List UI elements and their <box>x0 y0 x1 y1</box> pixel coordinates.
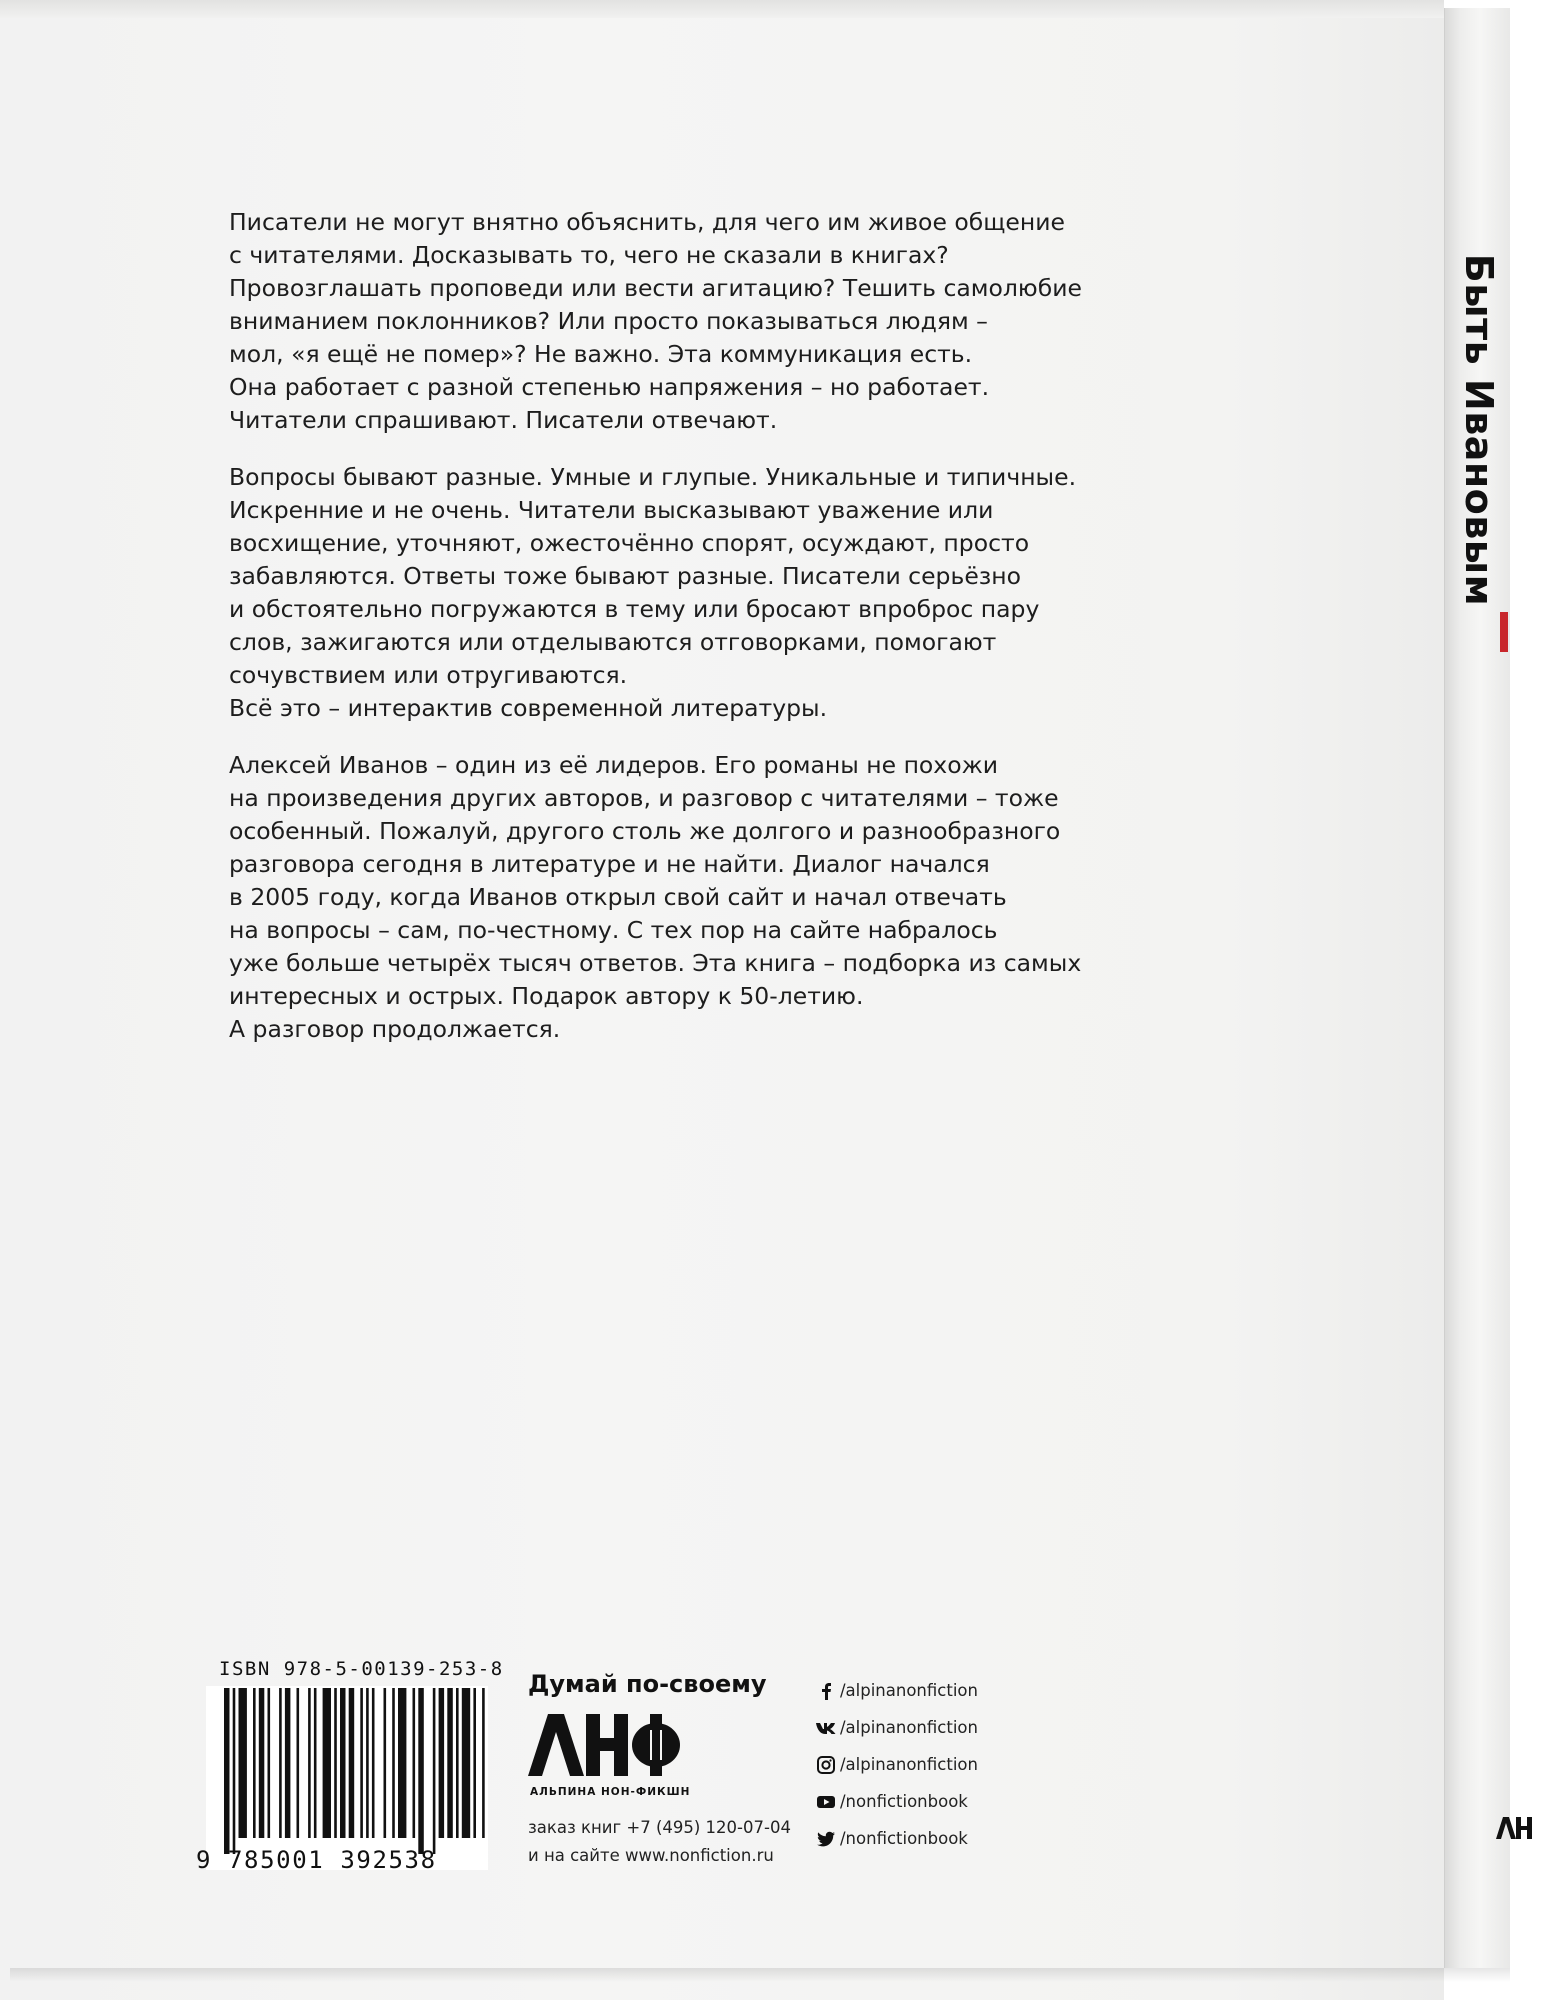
barcode-bar <box>259 1688 265 1838</box>
blurb-line: уже больше четырёх тысяч ответов. Эта книга – подборка из самых <box>229 949 1082 977</box>
barcode-bar <box>384 1688 387 1838</box>
blurb-line: слов, зажигаются или отделываются отговорками, помогают <box>229 628 997 656</box>
barcode-bar <box>349 1688 355 1838</box>
publisher-logo <box>528 1714 682 1776</box>
barcode-bars <box>224 1688 486 1854</box>
barcode-bar <box>285 1688 291 1838</box>
barcode-bar <box>447 1688 453 1838</box>
blurb-line: Писатели не могут внятно объяснить, для чего им живое общение <box>229 208 1065 236</box>
social-handle: /alpinanonfiction <box>840 1718 978 1737</box>
blurb-paragraph-1 <box>229 206 1149 437</box>
barcode-bar <box>268 1688 271 1838</box>
barcode-bar <box>334 1688 337 1838</box>
vk-icon <box>816 1719 836 1737</box>
barcode-bar <box>314 1688 317 1838</box>
blurb-line: особенный. Пожалуй, другого столь же долгого и разнообразного <box>229 817 1061 845</box>
instagram-icon <box>816 1756 836 1774</box>
spine-title-text: Быть Ивановым <box>1457 253 1501 607</box>
isbn-label: ISBN 978-5-00139-253-8 <box>219 1658 504 1680</box>
cover-bottom-shadow <box>10 1968 1510 1982</box>
barcode-bar <box>239 1688 247 1838</box>
blurb-line: Она работает с разной степенью напряжения – но работает. <box>229 373 990 401</box>
publisher-name: АЛЬПИНА НОН-ФИКШН <box>530 1786 691 1798</box>
spine-accent-mark <box>1500 612 1508 652</box>
blurb-line: разговора сегодня в литературе и не найти. Диалог начался <box>229 850 990 878</box>
blurb-line: на произведения других авторов, и разговор с читателями – тоже <box>229 784 1059 812</box>
social-instagram <box>816 1746 978 1783</box>
blurb-line: Алексей Иванов – один из её лидеров. Его романы не похожи <box>229 751 999 779</box>
barcode-bar <box>392 1688 395 1838</box>
blurb-line: Искренние и не очень. Читатели высказывают уважение или <box>229 496 994 524</box>
blurb-line: и обстоятельно погружаются в тему или бросают впроброс пару <box>229 595 1040 623</box>
blurb-line: Всё это – интерактив современной литературы. <box>229 694 828 722</box>
order-phone-line: заказ книг +7 (495) 120-07-04 <box>528 1818 791 1837</box>
blurb-line: мол, «я ещё не помер»? Не важно. Эта коммуникация есть. <box>229 340 973 368</box>
barcode-bar <box>462 1688 470 1838</box>
order-site-line: и на сайте www.nonfiction.ru <box>528 1846 774 1865</box>
blurb-line: забавляются. Ответы тоже бывают разные. Писатели серьёзно <box>229 562 1022 590</box>
social-facebook <box>816 1672 978 1709</box>
blurb-line: в 2005 году, когда Иванов открыл свой сайт и начал отвечать <box>229 883 1007 911</box>
barcode-bar <box>224 1688 230 1854</box>
barcode-bar <box>233 1688 236 1854</box>
barcode-bar <box>439 1688 445 1838</box>
blurb-line: Провозглашать проповеди или вести агитацию? Тешить самолюбие <box>229 274 1082 302</box>
youtube-icon <box>816 1793 836 1811</box>
barcode-bar <box>418 1688 424 1854</box>
blurb-line: А разговор продолжается. <box>229 1015 561 1043</box>
blurb-line: вниманием поклонников? Или просто показываться людям – <box>229 307 988 335</box>
social-handle: /alpinanonfiction <box>840 1755 978 1774</box>
blurb-line: восхищение, уточняют, ожесточённо спорят, осуждают, просто <box>229 529 1030 557</box>
barcode-bar <box>413 1688 416 1838</box>
facebook-icon <box>816 1682 836 1700</box>
social-handle: /alpinanonfiction <box>840 1681 978 1700</box>
publisher-slogan: Думай по-своему <box>528 1670 767 1698</box>
barcode-bar <box>482 1688 485 1838</box>
barcode-bar <box>360 1688 363 1838</box>
blurb-line: с читателями. Досказывать то, чего не сказали в книгах? <box>229 241 949 269</box>
social-twitter <box>816 1820 978 1857</box>
barcode-bar <box>433 1688 436 1854</box>
barcode <box>206 1686 488 1870</box>
barcode-bar <box>308 1688 311 1838</box>
social-youtube <box>816 1783 978 1820</box>
barcode-bar <box>398 1688 406 1838</box>
twitter-icon <box>816 1830 836 1848</box>
blurb-line: Вопросы бывают разные. Умные и глупые. Уникальные и типичные. <box>229 463 1077 491</box>
barcode-bar <box>323 1688 331 1838</box>
blurb-paragraph-2 <box>229 461 1149 725</box>
barcode-bar <box>372 1688 375 1838</box>
barcode-digits: 785001 392538 <box>228 1846 437 1874</box>
barcode-bar <box>279 1688 282 1838</box>
social-handle: /nonfictionbook <box>840 1792 968 1811</box>
social-vk <box>816 1709 978 1746</box>
barcode-bar <box>253 1688 256 1838</box>
barcode-bar <box>297 1688 300 1838</box>
social-handle: /nonfictionbook <box>840 1829 968 1848</box>
barcode-first-digit: 9 <box>196 1846 211 1874</box>
blurb-line: на вопросы – сам, по-честному. С тех пор на сайте набралось <box>229 916 998 944</box>
blurb-line: интересных и острых. Подарок автору к 50-летию. <box>229 982 864 1010</box>
cover-top-edge <box>0 0 1444 18</box>
spine-publisher-logo <box>1494 1808 1534 1848</box>
barcode-bar <box>473 1688 476 1838</box>
barcode-bar <box>456 1688 459 1838</box>
spine-title <box>1448 200 1510 660</box>
social-links <box>816 1672 978 1857</box>
barcode-bar <box>340 1688 346 1838</box>
blurb-line: сочувствием или отругиваются. <box>229 661 628 689</box>
blurb-line: Читатели спрашивают. Писатели отвечают. <box>229 406 778 434</box>
barcode-bar <box>366 1688 369 1838</box>
back-cover-blurb <box>229 206 1149 1070</box>
blurb-paragraph-3 <box>229 749 1149 1046</box>
